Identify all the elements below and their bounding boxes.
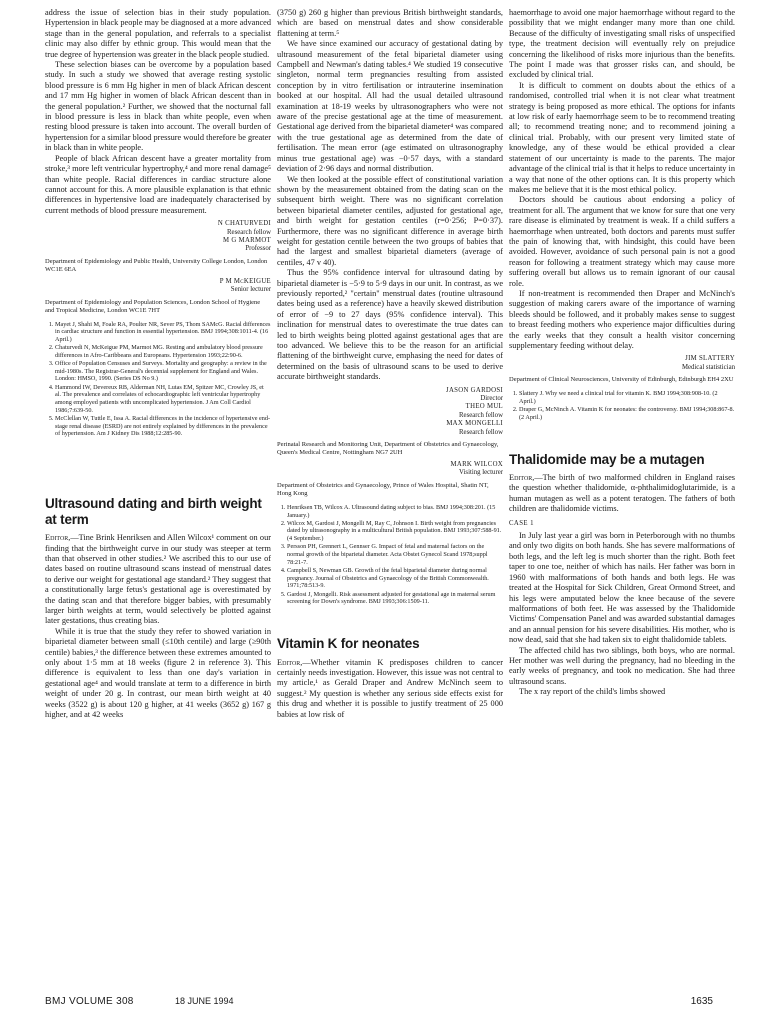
author-name: P M McKEIGUE [219,277,271,285]
author-address: Department of Obstetrics and Gynaecology, Prince of Wales Hospital, Shatin NT, Hong Kong [277,481,489,497]
column-3 [509,8,735,698]
reference-item: 2. Wilcox M, Gardosi J, Mongelli M, Ray C, Johnson I. Birth weight from pregnancies dated by ultrasonography in a multicultural British population. BMJ 1993;307:588-91. (4 September.) [287,520,503,543]
paragraph: If non-treatment is recommended then Draper and McNinch's suggestion of making carers aware of the importance of warning bleeds should be followed, and it probably makes sense to suggest to breast feeding mothers who experience major difficulties during the early weeks that they consult a health visitor concerning supplementary feeding without delay. [509,288,735,350]
paragraph: The affected child has two siblings, both boys, who are normal. Her mother was well during the pregnancy, had no bleeding in the early weeks of pregnancy, and took no medication. She had three ultrasound scans. [509,645,735,686]
paragraph: These selection biases can be overcome by a population based study. In such a study we showed that average resting systolic blood pressure is 6 mm Hg higher in men of black African descent and 17 mm Hg higher in women of black African descent than in the general population.² Further, we showed that the nocturnal fall in blood pressure is less in black than white people, even when resting blood pressure is taken into account. The overall burden of hypertension for a similar blood pressure would therefore be greater in black than in white people. [45,60,272,153]
author-address: Perinatal Research and Monitoring Unit, Department of Obstetrics and Gynaecology, Queen's Medical Centre, Nottingham NG7 2UH [277,441,499,457]
reference-item: 2. Chaturvedi N, McKeigue PM, Marmot MG. Resting and ambulatory blood pressure differences in Afro-Caribbeans and Europeans. Hypertension 1993;22:90-6. [55,344,271,359]
paragraph: We have since examined our accuracy of gestational dating by ultrasound measurement of the fetal biparietal diameter using Campbell and Newman's dating tables.⁴ We studied 19 consecutive singleton, normal term pregnancies resulting from assisted conception by in vitro fertilisation or intrauterine insemination booked at our hospital. All had the usual detailed ultrasound examination at 18-19 weeks by ultrasonographers who were not aware of the precise gestational age at the time of measurement. Gestational age derived from the biparietal diameter⁴ was compared with the true gestational age as determined from the date of fertilisation. The mean error (age estimated on ultrasonography minus true gestational age) was −0·57 days, with a standard deviation of 2·96 days and normal distribution. [277,39,503,174]
reference-list [45,321,271,439]
author-name: JIM SLATTERY [685,355,735,363]
author-role: Research fellow [459,428,503,436]
author-address: Department of Clinical Neurosciences, University of Edinburgh, Edinburgh EH4 2XU [509,376,734,384]
author-name: THEO MUL [465,403,503,411]
paragraph: address the issue of selection bias in their study population. Hypertension in black people may be diagnosed at a more advanced stage than in the general population, and referrals to a specialist clinic may also differ by ethnic group. This would mean that the true degree of hypertension was greater in the black people studied. [45,8,271,59]
paragraph: It is difficult to comment on doubts about the ethics of a randomised, controlled trial when it is not clear what treatment strategy is being proposed as more ethical. The options for infants at low risk of early haemorrhage seem to be to recommend treating all; to recommend treating none; and to recommend joining a clinical trial. Probably, with our present very limited state of knowledge, any of these would be ethical provided a clear statement of our uncertainty is made to the parents. The major advantage of the clinical trial is that it helps to reduce uncertainty in a way that none of the other options can. It is this property which makes me believe that it is the most ethical policy. [509,80,735,194]
issue-date: 18 JUNE 1994 [175,996,234,1006]
author-role: Medical statistician [681,363,735,371]
signature-block [277,387,503,437]
paragraph [45,533,271,627]
author-address: Department of Epidemiology and Population Sciences, London School of Hygiene and Tropical Medicine, London WC1E 7HT [45,298,261,314]
author-name: N CHATURVEDI [217,220,271,228]
author-role: Senior lecturer [230,286,271,294]
paragraph: People of black African descent have a greater mortality from stroke,³ more left ventricular hypertrophy,⁴ and more renal damage⁵ than white people. Racial differences in cardiac structure alone cannot account for this. A more plausible explanation is that ethnic differences in hypertensive load are inadequately characterised by current methods of blood pressure measurement. [45,153,271,215]
author-role: Research fellow [459,411,503,419]
paragraph: (3750 g) 260 g higher than previous British birthweight standards, which are based on menstrual dates and show considerable flattening at term.⁵ [277,8,503,38]
reference-item: 1. Henriksen TB, Wilcox A. Ultrasound dating subject to bias. BMJ 1994;308:201. (15 January.) [287,504,503,519]
column-2 [277,8,503,720]
page-footer [45,996,713,1010]
column-1 [45,8,271,720]
case-heading: CASE 1 [509,519,534,527]
paragraph: We then looked at the possible effect of constitutional variation shown by the measurement obtained from the dating scan on the subsequent birth weight. There was no significant correlation between biparietal diameter centiles, adjusted for gestational age, and birth weight for gestation centiles (r=0·256; P=0·37). Furthermore, there was no significant difference in average birth weight for gestation centile between the two groups of babies that had the largest and smallest biparietal diameters (average of centiles, 47 v 40). [277,174,503,267]
paragraph: In July last year a girl was born in Peterborough with no thumbs and only two digits on both hands. She has severe malformations of both legs, and the left leg is much shorter than the right. Both feet taper to one toe, neither of which has nails. Her father was born in 1960 with malformations of both hands and both legs. He was treated at the Hospital for Sick Children, Great Ormond Street, and his legs were amputated below the knee because of the severe malformations of both feet. He was assessed by the Thalidomide Victims' Compensation Panel and was awarded substantial damages and an annual pension for his severe disabilities. His mother, who is now dead, said that she had taken six to eight thalidomide tablets. [509,531,735,645]
signature-block [509,355,735,372]
reference-list [509,390,735,421]
reference-item: 1. Slattery J. Why we need a clinical trial for vitamin K. BMJ 1994;308:908-10. (2 April.) [519,390,735,405]
paragraph-text: —Tine Brink Henriksen and Allen Wilcox¹ comment on our finding that the birthweight curve in our study was steeper at term than that observed in other studies.² We ascribed this to our use of dates based on routine ultrasound scans instead of menstrual dates to derive our weight for gestational age standard.² They suggest that a constitutionally large fetus's gestational age is overestimated by the dating scan and that therefore bigger babies, with presumably larger birth weights at term, would selectively be plotted against later gestations, thus creating bias. [45,533,271,626]
paragraph: haemorrhage to avoid one major haemorrhage without regard to the possibility that we might endanger many more than one child. Because of the difficulty of investigating small risks of unspecified type, the treatment decision will eventually rely on prejudice concerning the likelihood of risks more injurious than the benefits. The point I made was that grosser risks can, and should, be excluded by clinical trial. [509,8,735,80]
paragraph [509,473,735,515]
salutation: Editor, [45,533,71,543]
reference-item: 4. Hammond IW, Devereux RB, Alderman NH, Lutas EM, Spitzer MC, Crowley JS, et al. The prevalence and correlates of echocardiographic left ventricular hypertrophy among employed patients with uncomplicated hypertension. J Am Coll Cardiol 1986;7:639-50. [55,384,271,415]
reference-item: 2. Draper G, McNinch A. Vitamin K for neonates: the controversy. BMJ 1994;308:867-8. (2 April.) [519,406,735,421]
paragraph-text: —Whether vitamin K predisposes children to cancer certainly needs investigation. However, this issue was not central to my article,¹ as Gerald Draper and Andrew McNinch seem to suggest.² My question is whether any serious side effects exist for this drug and whether it is possible to justify treatment of 25 000 babies at low risk of [277,657,503,719]
author-name: M G MARMOT [223,236,271,244]
page-number: 1635 [690,996,713,1007]
reference-item: 3. Persson PH, Grennert L, Gennser G. Impact of fetal and maternal factors on the normal growth of the biparietal diameter. Acta Obstet Gynecol Scand 1978;suppl 78:21-7. [287,543,503,566]
reference-list [277,504,503,606]
letter-heading: Ultrasound dating and birth weight at term [45,496,262,527]
author-address: Department of Epidemiology and Public Health, University College London, London WC1E 6EA [45,257,268,273]
reference-item: 5. Gardosi J, Mongelli. Risk assessment adjusted for gestational age in maternal serum screening for Down's syndrome. BMJ 1993;306:1509-11. [287,591,503,606]
paragraph: Doctors should be cautious about endorsing a policy of treatment for all. The argument that we know for sure that one very rare disease is eliminated by treatment is weak. If a child suffers a haemorrhage when untreated, both doctors and parents must suffer the pain of knowing that, with hindsight, this could have been avoided. However, avoidance of such personal pain is not a good reason for following a treatment strategy which may cause more suffering overall but allows us to remain ignorant of our causal role. [509,195,735,288]
reference-item: 1. Mayet J, Shahi M, Foale RA, Poulter NR, Sever PS, Thom SAMcG. Racial differences in cardiac structure and function in essential hypertension. BMJ 1994;308:1011-4. (16 April.) [55,321,271,344]
journal-volume: BMJ VOLUME 308 [45,996,134,1007]
author-role: Professor [245,245,271,253]
salutation: Editor, [277,657,303,667]
reference-item: 5. McClellan W, Tuttle E, Issa A. Racial differences in the incidence of hypertensive end-stage renal disease (ESRD) are not entirely explained by differences in the prevalence of hypertension. Am J Kidney Dis 1988;12:285-90. [55,415,271,438]
author-role: Director [480,395,503,403]
letter-heading: Thalidomide may be a mutagen [509,451,705,467]
signature-block [45,220,271,254]
letter-heading: Vitamin K for neonates [277,636,420,652]
paragraph [277,658,503,720]
signature-block [45,278,271,295]
author-role: Visiting lecturer [459,469,503,477]
paragraph-text: —The birth of two malformed children in England raises the question whether thalidomide, α-phthalimidoglutarimide, is a human mutagen as well as a potent teratogen. The fathers of both children are thalidomide victims. [509,473,735,514]
author-name: MARK WILCOX [450,461,503,469]
paragraph: Thus the 95% confidence interval for ultrasound dating by biparietal diameter is −5·9 to 5·9 days in our unit. In contrast, as we previously reported,² "certain" menstrual dates (routine ultrasound dates being used as a reference) have a heavily skewed distribution of error of −9 to 27 days (95% confidence interval). This inclination for menstrual dates to overestimate the true dates can led to birth weights being plotted against gestational ages that are too advanced. We believe this to be the reason for an artificial flattening of the birthweight curve, emphasing the need for dates of determined on the basis of ultrasound scans to be used to derive accurate birthweight standards. [277,268,503,382]
paragraph: While it is true that the study they refer to showed variation in biparietal diameter between small (≤10th centile) and large (≥90th centile) babies,³ the difference between these extremes amounted to only about 1·5 mm at 18 weeks (figure 2 in reference 3). This difference is equivalent to less than one day's variation in gestational age⁴ and would translate at term to a difference in birth weight of under 20 g. In contrast, our mean birth weight at 40 weeks (3522 g) is about 120 g higher, at 41 weeks (3652 g) 167 g higher, and at 42 weeks [45,626,271,720]
salutation: Editor, [509,473,535,483]
author-name: JASON GARDOSI [446,386,503,394]
reference-item: 3. Office of Population Censuses and Surveys. Mortality and geography: a review in the mid-1980s. The Registrar-General's decennial supplement for England and Wales. London: HMSO, 1990. (Series DS No 9.) [55,360,271,383]
signature-block [277,461,503,478]
reference-item: 4. Campbell S, Newman GB. Growth of the fetal biparietal diameter during normal pregnancy. Journal of Obstetrics and Gynaecology of the British Commonwealth. 1971;78:513-9. [287,567,503,590]
author-role: Research fellow [227,228,271,236]
author-name: MAX MONGELLI [446,420,503,428]
paragraph: The x ray report of the child's limbs showed [519,687,666,697]
